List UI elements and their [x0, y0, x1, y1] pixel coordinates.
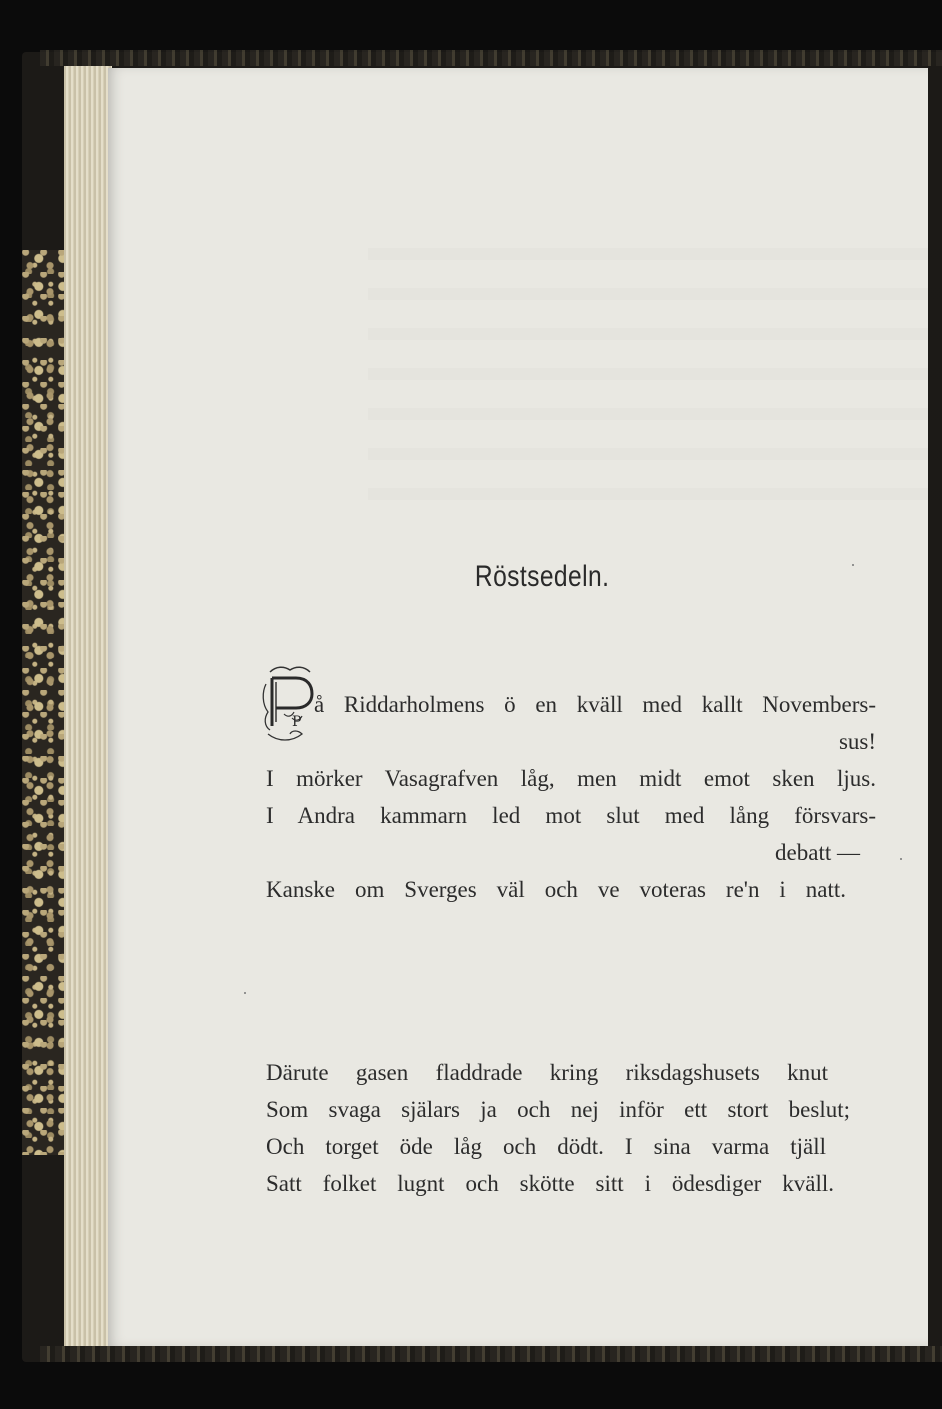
stanza-1-line-4: Kanske om Sverges väl och ve voteras re'n i natt.	[266, 877, 846, 902]
page-edges	[64, 66, 112, 1346]
stanza-1-line-3-continuation: debatt —	[775, 840, 860, 865]
stanza-2	[266, 1054, 850, 1202]
stanza-2-line-3: Och torget öde låg och dödt. I sina varma tjäll	[266, 1134, 826, 1159]
stanza-1-line-2: I mörker Vasagrafven låg, men midt emot sken ljus.	[266, 766, 876, 791]
show-through-text	[368, 228, 942, 528]
bottom-binding-edge	[40, 1346, 942, 1362]
stanza-1-line-1: å Riddarholmens ö en kväll med kallt Novembers-	[314, 692, 876, 717]
stanza-1-line-1-continuation: sus!	[838, 729, 876, 754]
dropcap-letter: P	[292, 714, 302, 730]
top-binding-edge	[40, 50, 942, 66]
stanza-1-line-3: I Andra kammarn led mot slut med lång försvars-	[266, 803, 876, 828]
stanza-2-line-4: Satt folket lugnt och skötte sitt i ödesdiger kväll.	[266, 1171, 834, 1196]
stanza-2-line-2: Som svaga själars ja och nej inför ett stort beslut;	[266, 1097, 850, 1122]
stanza-2-line-1: Därute gasen fladdrade kring riksdagshusets knut	[266, 1060, 828, 1085]
marbled-spine	[22, 250, 64, 1155]
poem-title: Röstsedeln.	[474, 560, 610, 593]
stanza-1	[266, 686, 876, 908]
